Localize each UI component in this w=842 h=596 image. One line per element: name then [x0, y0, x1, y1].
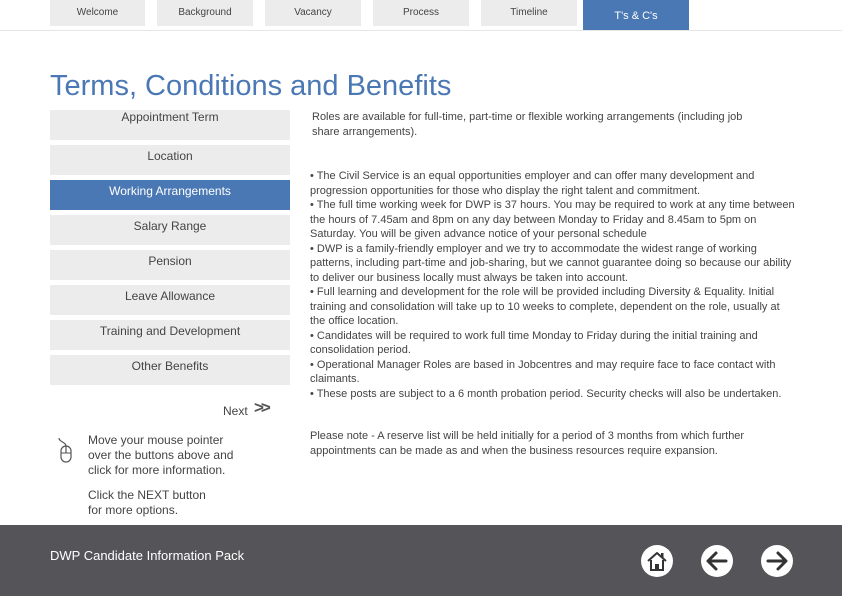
bullet-item: • The full time working week for DWP is 37 hours. You may be required to work at any time between the hours of 7.45am and 8pm on any day between Monday to Friday and 8.45am to 5pm on Saturday. You will be given advance notice of your personal schedule — [310, 199, 795, 240]
forward-arrow-icon[interactable] — [760, 544, 794, 578]
bullet-list — [310, 169, 795, 401]
menu-item-other-benefits[interactable]: Other Benefits — [50, 355, 290, 385]
bullet-item: • These posts are subject to a 6 month probation period. Security checks will also be undertaken. — [310, 387, 782, 400]
menu-item-working-arrangements[interactable]: Working Arrangements — [50, 180, 290, 210]
tab-timeline[interactable]: Timeline — [481, 0, 577, 26]
top-nav — [0, 0, 842, 31]
footer — [0, 525, 842, 596]
tab-vacancy[interactable]: Vacancy — [265, 0, 361, 26]
page-title: Terms, Conditions and Benefits — [50, 70, 452, 102]
next-button[interactable]: Next — [223, 404, 248, 418]
mouse-pointer-icon — [56, 436, 78, 466]
intro-text: Roles are available for full-time, part-time or flexible working arrangements (including job share arrangements). — [312, 111, 743, 138]
footer-title: DWP Candidate Information Pack — [50, 548, 245, 563]
bullet-item: • DWP is a family-friendly employer and we try to accommodate the widest range of working patterns, including part-time and job-sharing, but we cannot guarantee doing so because our ability to deliver our business locally must always be taken into account. — [310, 242, 792, 284]
back-arrow-icon[interactable] — [700, 544, 734, 578]
mouse-hint-text: Move your mouse pointer over the buttons above and click for more information. — [88, 433, 234, 477]
menu-item-training-development[interactable]: Training and Development — [50, 320, 290, 350]
reserve-list-note: Please note - A reserve list will be held initially for a period of 3 months from which further appointments can be made as and when the business resources require expansion. — [310, 430, 745, 457]
tab-welcome[interactable]: Welcome — [50, 0, 145, 26]
next-arrows-icon[interactable]: >> — [254, 398, 268, 417]
tab-background[interactable]: Background — [157, 0, 253, 26]
menu-item-appointment-term[interactable]: Appointment Term — [50, 110, 290, 140]
menu-item-pension[interactable]: Pension — [50, 250, 290, 280]
menu-item-salary-range[interactable]: Salary Range — [50, 215, 290, 245]
bullet-item: • The Civil Service is an equal opportunities employer and can offer many development and progression opportunities for those who display the right talent and commitment. — [310, 170, 755, 197]
menu-item-location[interactable]: Location — [50, 145, 290, 175]
menu-item-leave-allowance[interactable]: Leave Allowance — [50, 285, 290, 315]
tab-process[interactable]: Process — [373, 0, 469, 26]
next-hint-text: Click the NEXT button for more options. — [88, 488, 206, 517]
nav-divider — [0, 30, 842, 31]
tab-terms[interactable]: T's & C's — [583, 0, 689, 31]
bullet-item: • Operational Manager Roles are based in Jobcentres and may require face to face contact with claimants. — [310, 358, 776, 385]
home-icon[interactable] — [640, 544, 674, 578]
bullet-item: • Full learning and development for the role will be provided including Diversity & Equality. Initial training and consolidation will take up to 10 weeks to complete, dependent on the role, usually at the office location. — [310, 286, 780, 327]
bullet-item: • Candidates will be required to work full time Monday to Friday during the initial training and consolidation period. — [310, 329, 758, 356]
